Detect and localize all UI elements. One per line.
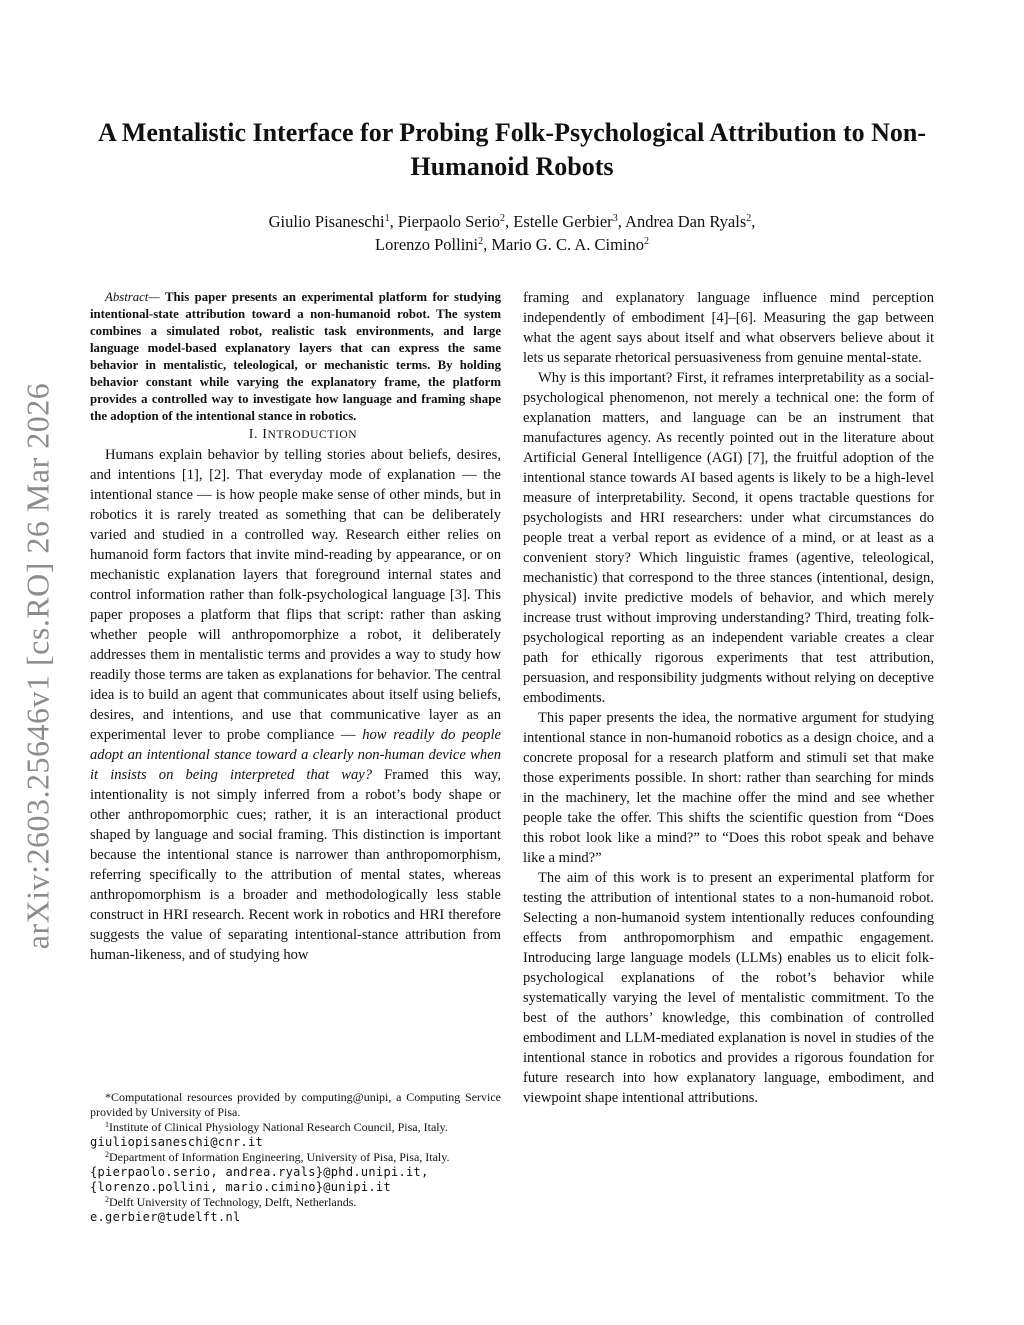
body-paragraph: Why is this important? First, it reframes interpretability as a social-psychological phenomenon, not merely a technical one: the form of explanation matters, and language can be an instrument that manufactures agency. As recently pointed out in the literature about Artificial General Intelligence (AGI) [7], the fruitful adoption of the intentional stance towards AI based agents is likely to be a high-level measure of interpretability. Second, it opens tractable questions for psychologists and HRI researchers: under what circumstances do people treat a verbal report as evidence of a mind, or at least as a convenient story? Which linguistic frames (agentive, teleological, mechanistic) that correspond to the three stances (intentional, design, physical) invite predictive models of behavior, and which merely increase trust without improving understanding? Third, treating folk-psychological reporting as an independent variable creates a clear path for ethically rigorous experiments that test attribution, persuasion, and responsibility judgments without relying on deceptive embodiments. xyxy=(523,370,934,706)
email-link[interactable]: {lorenzo.pollini, mario.cimino}@unipi.it xyxy=(90,1180,391,1194)
author-list: Giulio Pisaneschi$^1$, Pierpaolo Serio$^2$, Estelle Gerbier$^3$, Andrea Dan Ryals$^2$, Lorenzo Pollini$^2$, Mario G. C. A. Cimino$^2$ xyxy=(268,212,756,254)
intro-paragraph xyxy=(90,445,501,965)
footnotes xyxy=(90,1090,501,1225)
right-column xyxy=(523,288,934,1108)
arxiv-identifier: arXiv:2603.25646v1 [cs.RO] 26 Mar 2026 xyxy=(19,382,56,950)
intro-paragraph-continued: Framed this way, intentionality is not simply inferred from a robot’s body shape or other anthropomorphic cues; rather, it is an interactional product shaped by language and social framing. This distinction is important because the intentional stance is narrower than anthropomorphism, referring specifically to the attribution of mental states, whereas anthropomorphism is a broader and methodologically less stable construct in HRI research. Recent work in robotics and HRI therefore suggests the value of separating intentional-stance attribution from human-likeness, and of studying how xyxy=(90,767,502,963)
section-heading-initial: I xyxy=(262,427,268,442)
author-affiliation-mark: 2 xyxy=(746,213,752,224)
author-affiliation-mark: 2 xyxy=(478,236,484,247)
author-name: Lorenzo Pollini xyxy=(375,235,479,254)
author-affiliation-mark: 2 xyxy=(500,213,506,224)
email-link[interactable]: e.gerbier@tudelft.nl xyxy=(90,1210,241,1224)
author-affiliation-mark: 1 xyxy=(384,213,390,224)
abstract: Abstract— This paper presents an experimental platform for studying intentional-state attribution toward a non-humanoid robot. The system combines a simulated robot, realistic task environments, and large language model-based explanatory layers that can express the same behavior in mentalistic, teleological, or mechanistic terms. By holding behavior constant while varying the explanatory frame, the platform provides a controlled way to investigate how language and framing shape the adoption of the intentional stance in robotics. xyxy=(90,290,501,423)
footnote-email-2a xyxy=(90,1165,501,1180)
abstract-text: This paper presents an experimental platform for studying intentional-state attribution toward a non-humanoid robot. The system combines a simulated robot, realistic task environments, and large language model-based explanatory layers that can express the same behavior in mentalistic, teleological, or mechanistic terms. By holding behavior constant while varying the explanatory frame, the platform provides a controlled way to investigate how language and framing shape the adoption of the intentional stance in robotics. xyxy=(90,290,501,423)
body-paragraph: framing and explanatory language influence mind perception independently of embodiment [4]–[6]. Measuring the gap between what the agent says about itself and what observers believe about it lets us separate rhetorical persuasiveness from genuine mental-state. xyxy=(523,290,934,366)
author-name: Giulio Pisaneschi xyxy=(268,212,385,231)
author-affiliation-mark: 2 xyxy=(644,236,649,247)
author-name: Estelle Gerbier xyxy=(513,212,613,231)
body-paragraph: The aim of this work is to present an experimental platform for testing the attribution of intentional states to a non-humanoid robot. Selecting a non-humanoid system intentionally reduces confounding effects from anthropomorphism and empathic engagement. Introducing large language models (LLMs) enables us to elicit folk-psychological explanations of the robot’s behavior while systematically varying the level of mentalistic commitment. To the best of the authors’ knowledge, this combination of controlled embodiment and LLM-mediated explanation is novel in studies of the intentional stance in robotics and provides a rigorous foundation for future research into how explanatory language, embodiment, and viewpoint shape intentional attributions. xyxy=(523,870,934,1106)
left-column xyxy=(90,289,501,965)
author-name: Andrea Dan Ryals xyxy=(625,212,747,231)
author-name: Pierpaolo Serio xyxy=(397,212,501,231)
section-heading-smallcaps: NTRODUCTION xyxy=(267,429,358,441)
footnote-affiliation-3: $^2$Delft University of Technology, Delft, Netherlands. xyxy=(105,1195,357,1209)
paper-title: A Mentalistic Interface for Probing Folk-Psychological Attribution to Non-Humanoid Robots xyxy=(97,118,927,181)
footnote-computing: *Computational resources provided by computing@unipi, a Computing Service provided by University of Pisa. xyxy=(90,1090,501,1119)
abstract-label: Abstract xyxy=(105,290,149,304)
arxiv-sidebar-stamp xyxy=(16,368,60,964)
section-numeral: I. xyxy=(248,427,259,442)
author-name: Mario G. C. A. Cimino xyxy=(491,235,644,254)
section-heading-introduction xyxy=(90,425,501,445)
author-affiliation-mark: 3 xyxy=(612,213,618,224)
footnote-mark: 1 xyxy=(105,1120,109,1129)
footnote-affiliation-1: $^1$Institute of Clinical Physiology National Research Council, Pisa, Italy. xyxy=(105,1120,448,1134)
intro-paragraph-text: Humans explain behavior by telling stories about beliefs, desires, and intentions [1], [2]. That everyday mode of explanation — the intentional stance — is how people make sense of other minds, but in robotics it is rarely treated as something that can be deliberately varied and studied in a controlled way. Research either relies on humanoid form factors that invite mind-reading by appearance, or on mechanistic explanation layers that foreground internal states and control information rather than folk-psychological language [3]. This paper proposes a platform that flips that script: rather than asking whether people will anthropomorphize a robot, it deliberately addresses them in mentalistic terms and provides a way to study how readily those terms are taken as explanations for behavior. The central idea is to build an agent that communicates about itself using beliefs, desires, and intentions, and use that communicative layer as an experimental lever to probe compliance — xyxy=(90,447,501,743)
email-link[interactable]: {pierpaolo.serio, andrea.ryals}@phd.unipi.it, xyxy=(90,1165,429,1179)
footnote-mark: 2 xyxy=(105,1195,109,1204)
footnote-email-1 xyxy=(90,1135,501,1150)
email-link[interactable]: giuliopisaneschi@cnr.it xyxy=(90,1135,264,1149)
footnote-email-3 xyxy=(90,1210,501,1225)
footnote-affiliation-2: $^2$Department of Information Engineering, University of Pisa, Pisa, Italy. xyxy=(105,1150,450,1164)
footnote-email-2b xyxy=(90,1180,501,1195)
body-paragraph: This paper presents the idea, the normative argument for studying intentional stance in non-humanoid robotics as a design choice, and a concrete proposal for a research platform and stimuli set that make those experiments possible. In short: rather than searching for minds in the machinery, let the machine offer the mind and see whether people take the offer. This shifts the scientific question from “Does this robot look like a mind?” to “Does this robot speak and behave like a mind?” xyxy=(523,710,934,866)
footnote-mark: 2 xyxy=(105,1150,109,1159)
intro-research-question: how readily do people adopt an intentional stance toward a clearly non-human device when it insists on being interpreted that way? xyxy=(90,727,502,783)
